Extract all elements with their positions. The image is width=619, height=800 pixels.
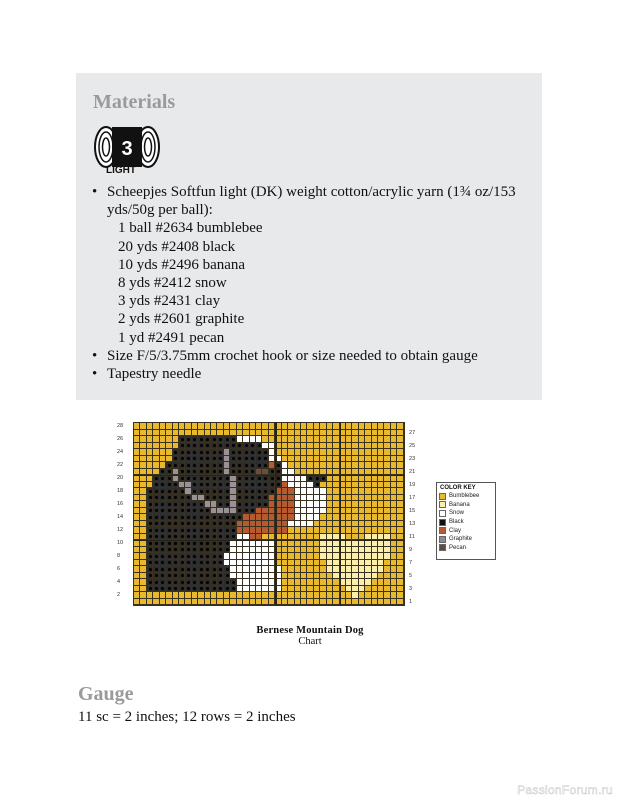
color-key-item: [437, 544, 495, 553]
chart-title: Bernese Mountain Dog: [256, 625, 364, 636]
color-swatch: [439, 519, 446, 526]
color-key-label: Graphite: [449, 536, 473, 543]
color-key-label: Black: [449, 519, 464, 526]
svg-text:3: 3: [121, 138, 133, 160]
color-swatch: [439, 493, 446, 500]
chart-major-gridline: [275, 422, 276, 606]
row-number-right: 21: [409, 468, 416, 475]
row-number-right: 27: [409, 429, 416, 436]
row-number-right: 19: [409, 481, 416, 488]
chart-grid: [133, 422, 405, 606]
color-key-label: Clay: [449, 527, 462, 534]
color-swatch: [439, 501, 446, 508]
color-swatch: [439, 527, 446, 534]
color-key-item: [437, 526, 495, 535]
materials-heading: Materials: [93, 91, 176, 113]
row-number-left: 12: [117, 527, 124, 533]
row-number-right: 11: [409, 533, 415, 540]
color-swatch: [439, 536, 446, 543]
chart-subtitle: Chart: [298, 636, 322, 647]
color-swatch: [439, 510, 446, 517]
color-key-item: [437, 501, 495, 510]
yarn-sub-item: 1 yd #2491 pecan: [118, 329, 225, 346]
row-number-right: 23: [409, 455, 416, 462]
color-key-item: [437, 535, 495, 544]
materials-item-yarn: • Scheepjes Softfun light (DK) weight cotton/acrylic yarn (1¾ oz/153 yds/50g per ball):: [92, 183, 532, 219]
watermark: PassionForum.ru: [517, 783, 613, 797]
row-number-right: 7: [409, 559, 413, 566]
row-number-right: 25: [409, 442, 416, 449]
row-number-left: 10: [117, 540, 124, 546]
color-key-label: Pecan: [449, 544, 467, 551]
row-number-right: 13: [409, 520, 416, 527]
yarn-sub-item: 20 yds #2408 black: [118, 238, 236, 255]
yarn-sub-item: 2 yds #2601 graphite: [118, 311, 245, 328]
materials-item-hook: • Size F/5/3.75mm crochet hook or size needed to obtain gauge: [92, 347, 532, 365]
color-key-label: Bumblebee: [449, 493, 480, 500]
yarn-sub-item: 8 yds #2412 snow: [118, 275, 227, 292]
row-number-left: 2: [117, 592, 121, 598]
row-number-left: 22: [117, 462, 124, 468]
row-number-left: 26: [117, 436, 124, 442]
row-number-left: 20: [117, 475, 124, 481]
color-key-item: [437, 509, 495, 518]
color-swatch: [439, 544, 446, 551]
color-key-items: [437, 492, 495, 552]
row-number-left: 8: [117, 553, 121, 559]
row-number-left: 24: [117, 449, 124, 455]
row-number-left: 18: [117, 488, 124, 494]
chart-major-gridline: [133, 540, 405, 541]
chart-cell: [397, 599, 403, 606]
gauge-text: 11 sc = 2 inches; 12 rows = 2 inches: [78, 709, 296, 725]
color-key: [436, 482, 496, 560]
row-number-left: 16: [117, 501, 124, 507]
chart-major-gridline: [133, 475, 405, 476]
materials-list: [92, 183, 532, 383]
color-key-item: [437, 492, 495, 501]
materials-section: [76, 73, 542, 400]
row-number-left: 6: [117, 566, 121, 572]
row-number-right: 17: [409, 494, 416, 501]
yarn-sub-item: 1 ball #2634 bumblebee: [118, 220, 263, 237]
materials-item-needle: • Tapestry needle: [92, 365, 532, 383]
color-key-label: Banana: [449, 501, 470, 508]
row-number-left: 4: [117, 579, 121, 585]
yarn-weight-label: LIGHT: [106, 165, 136, 176]
row-number-left: 28: [117, 423, 124, 429]
row-number-right: 15: [409, 507, 416, 514]
chart-major-gridline: [340, 422, 341, 606]
yarn-sub-item: 3 yds #2431 clay: [118, 293, 221, 310]
row-number-right: 1: [409, 598, 413, 605]
color-key-label: Snow: [449, 510, 465, 517]
row-number-left: 14: [117, 514, 124, 520]
row-number-right: 9: [409, 546, 413, 553]
gauge-heading: Gauge: [78, 683, 134, 705]
chart-caption: [200, 625, 420, 647]
color-key-title: COLOR KEY: [440, 485, 476, 491]
row-number-right: 3: [409, 585, 413, 592]
color-key-item: [437, 518, 495, 527]
row-number-right: 5: [409, 572, 413, 579]
yarn-sub-item: 10 yds #2496 banana: [118, 256, 246, 273]
